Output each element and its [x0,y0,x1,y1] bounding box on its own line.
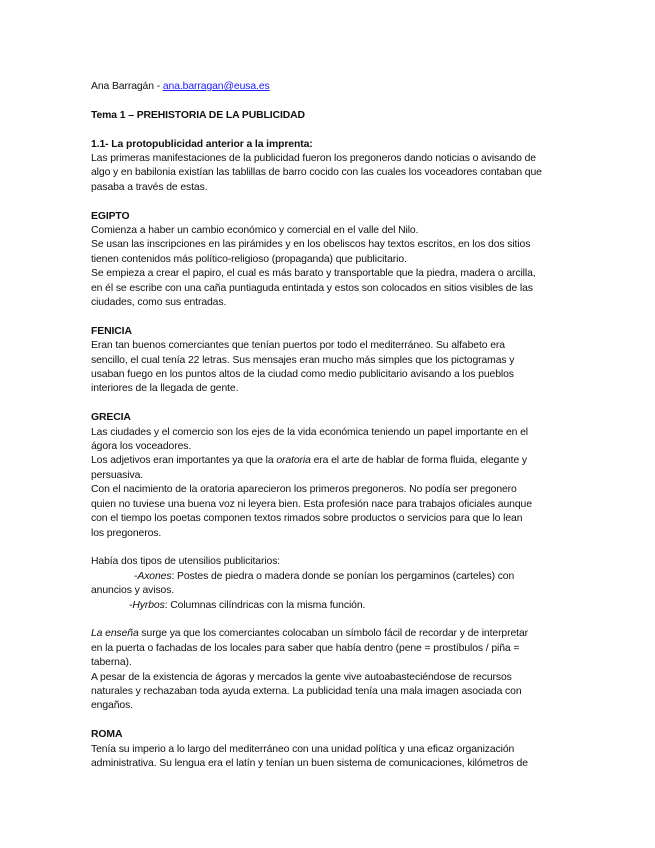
paragraph-line: A pesar de la existencia de ágoras y mercados la gente vive autoabasteciéndose de recursos [91,671,512,683]
paragraph-line: Se usan las inscripciones en las pirámides y en los obeliscos hay textos escritos, en los dos sitios [91,239,531,251]
section-heading-1-1: 1.1- La protopublicidad anterior a la imprenta: [91,138,313,150]
paragraph-line: ciudades, como sus entradas. [91,297,227,309]
paragraph-line: sencillo, el cual tenía 22 letras. Sus mensajes eran mucho más simples que los pictogramas y [91,354,515,366]
paragraph-line: en él se escribe con una caña puntiaguda entintada y estos son colocados en sitios visibles de las [91,282,533,294]
paragraph-line: en la puerta o fachadas de los locales para saber que había dentro (pene = prostíbulos / piña = [91,642,520,654]
paragraph-line: quien no tuviese una buena voz ni leyera bien. Esta profesión nace para trabajos oficiales aunque [91,498,532,510]
section-heading-roma: ROMA [91,729,123,741]
utensilios-intro: Había dos tipos de utensilios publicitarios: [91,556,281,568]
paragraph-line: los pregoneros. [91,527,162,539]
paragraph-line: con el tiempo los poetas componen textos rimados sobre productos o servicios para que lo lean [91,513,523,525]
axones-text: : Postes de piedra o madera donde se ponían los pergaminos (carteles) con [171,570,515,582]
oratoria-term: oratoria [276,455,311,467]
section-heading-egipto: EGIPTO [91,210,130,222]
paragraph-line: pasaba a través de estas. [91,181,208,193]
section-heading-grecia: GRECIA [91,412,131,424]
ensena-text: surge ya que los comerciantes colocaban un símbolo fácil de recordar y de interpretar [138,628,528,640]
oratoria-pre-text: Los adjetivos eran importantes ya que la [91,455,277,467]
ensena-line [91,627,571,641]
paragraph-line: Se empieza a crear el papiro, el cual es más barato y transportable que la piedra, madera o arcilla, [91,268,536,280]
paragraph-line: Tenía su imperio a lo largo del mediterráneo con una unidad política y una eficaz organización [91,743,515,755]
hyrbos-text: : Columnas cilíndricas con la misma función. [164,599,366,611]
paragraph-line: ágora los voceadores. [91,441,192,453]
author-email-link[interactable]: ana.barragan@eusa.es [162,81,270,92]
author-line [91,80,571,94]
hyrbos-term: Hyrbos [132,599,165,611]
paragraph-line: administrativa. Su lengua era el latín y tenían un buen sistema de comunicaciones, kilómetros de [91,757,528,769]
paragraph-line: Las ciudades y el comercio son los ejes de la vida económica teniendo un papel importante en el [91,426,528,438]
paragraph-line: engaños. [91,700,133,712]
oratoria-post-text: era el arte de hablar de forma fluida, elegante y [310,455,528,467]
paragraph-line: persuasiva. [91,469,144,481]
axones-dash: - [134,570,138,582]
axones-item [91,570,571,584]
author-name: Ana Barragán - [91,81,163,92]
hyrbos-item [91,599,571,613]
paragraph-line: Con el nacimiento de la oratoria aparecieron los primeros pregoneros. No podía ser pregonero [91,484,517,496]
paragraph-line: Comienza a haber un cambio económico y comercial en el valle del Nilo. [91,225,419,237]
ensena-term: La enseña [91,628,139,640]
paragraph-line: interiores de la llegada de gente. [91,383,239,395]
axones-term: Axones [137,570,172,582]
paragraph-line: taberna). [91,657,132,669]
paragraph-line: Eran tan buenos comerciantes que tenían puertos por todo el mediterráneo. Su alfabeto era [91,340,505,352]
document-title: Tema 1 – PREHISTORIA DE LA PUBLICIDAD [91,109,305,121]
paragraph-line: naturales y rechazaban toda ayuda externa. La publicidad tenía una mala imagen asociada con [91,685,522,697]
paragraph-line [91,454,571,468]
document-page [91,80,571,771]
paragraph-line: tienen contenidos más político-religioso (propaganda) que publicitario. [91,253,407,265]
section-heading-fenicia: FENICIA [91,325,132,337]
axones-continuation: anuncios y avisos. [91,585,175,597]
paragraph-line: usaban fuego en los puntos altos de la ciudad como medio publicitario avisando a los pueblos [91,369,514,381]
paragraph-line: Las primeras manifestaciones de la publicidad fueron los pregoneros dando noticias o avisando de [91,153,536,164]
hyrbos-dash: - [129,599,133,611]
paragraph-line: algo y en babilonia existían las tablillas de barro cocido con las cuales los voceadores contaban que [91,167,542,179]
